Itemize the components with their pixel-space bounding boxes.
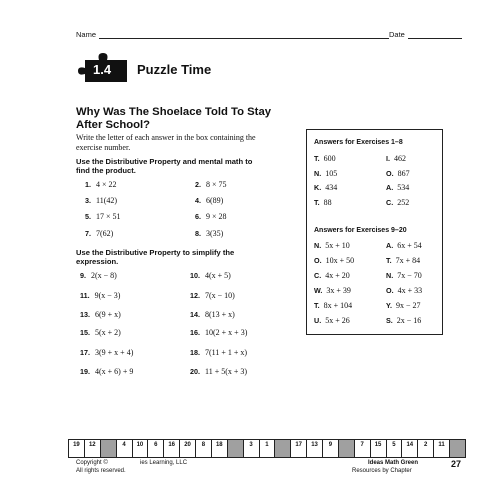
name-label: Name [76,30,97,39]
copyright-right: ies Learning, LLC [140,460,188,466]
exercise-1: 1. 4 × 22 [85,180,117,189]
strip-cell[interactable]: 5 [387,440,403,457]
page-number: 27 [451,459,462,469]
strip-cell[interactable]: 3 [244,440,260,457]
answer-strip [68,439,466,458]
strip-cell[interactable]: 18 [212,440,228,457]
strip-cell[interactable]: 8 [196,440,212,457]
answer-item: U. 5x + 26 [314,316,350,325]
strip-cell[interactable]: 7 [355,440,371,457]
rights-text: All rights reserved. [76,468,126,474]
answer-item: T. 8x + 104 [314,301,353,310]
exercise-11: 11. 9(x − 3) [80,291,121,300]
exercise-12: 12. 7(x − 10) [190,291,235,300]
date-label: Date [389,30,405,39]
answer-item: A. 6x + 54 [386,241,422,250]
answer-item: N. 7x − 70 [386,271,422,280]
exercise-10: 10. 4(x + 5) [190,271,231,280]
exercise-14: 14. 8(13 + x) [190,310,235,319]
strip-cell[interactable]: 12 [85,440,101,457]
answer-item: W. 3x + 39 [314,286,351,295]
resources-text: Resources by Chapter [352,468,412,474]
exercise-9: 9. 2(x − 8) [80,271,117,280]
strip-cell[interactable]: 10 [133,440,149,457]
strip-cell-shaded [228,440,244,457]
strip-cell[interactable]: 1 [260,440,276,457]
exercise-20: 20. 11 + 5(x + 3) [190,367,248,376]
name-line[interactable] [99,38,389,39]
strip-cell[interactable]: 6 [148,440,164,457]
exercise-5: 5. 17 × 51 [85,212,121,221]
answer-item: K. 434 [314,183,338,192]
exercise-17: 17. 3(9 + x + 4) [80,348,134,357]
answer-item: A. 534 [386,183,410,192]
riddle-question: Why Was The Shoelace Told To Stay After School? [76,106,272,131]
answers2-title: Answers for Exercises 9–20 [314,227,407,234]
strip-cell[interactable]: 20 [180,440,196,457]
answer-item: Y. 9x − 27 [386,301,421,310]
answer-item: I. 462 [386,154,406,163]
exercise-4: 4. 6(89) [195,196,224,205]
answer-item: S. 2x − 16 [386,316,422,325]
answer-item: O. 10x + 50 [314,256,355,265]
strip-cell[interactable]: 17 [291,440,307,457]
exercise-16: 16. 10(2 + x + 3) [190,328,248,337]
strip-cell[interactable]: 9 [323,440,339,457]
instructions: Write the letter of each answer in the box containing the exercise number. [76,133,256,152]
strip-cell-shaded [101,440,117,457]
date-line[interactable] [408,38,462,39]
exercise-8: 8. 3(35) [195,229,224,238]
strip-cell[interactable]: 16 [164,440,180,457]
page-title: Puzzle Time [137,62,212,77]
strip-cell-shaded [450,440,465,457]
answer-item: T. 88 [314,198,332,207]
exercise-3: 3. 11(42) [85,196,118,205]
section-number: 1.4 [93,62,112,77]
strip-cell[interactable]: 15 [371,440,387,457]
strip-cell[interactable]: 13 [307,440,323,457]
exercise-18: 18. 7(11 + 1 + x) [190,348,248,357]
answer-item: T. 7x + 84 [386,256,421,265]
answer-item: C. 4x + 20 [314,271,350,280]
exercise-13: 13. 6(9 + x) [80,310,121,319]
strip-cell-shaded [339,440,355,457]
strip-cell[interactable]: 4 [117,440,133,457]
book-title: Ideas Math Green [368,460,419,466]
section2-heading: Use the Distributive Property to simplify the expression. [76,248,235,266]
strip-cell[interactable]: 2 [418,440,434,457]
strip-cell-shaded [275,440,291,457]
answer-item: O. 867 [386,169,410,178]
exercise-7: 7. 7(62) [85,229,114,238]
answer-item: O. 4x + 33 [386,286,423,295]
copyright-left: Copyright © [76,460,108,466]
exercise-19: 19. 4(x + 6) + 9 [80,367,134,376]
exercise-15: 15. 5(x + 2) [80,328,121,337]
section1-heading: Use the Distributive Property and mental math to find the product. [76,157,253,175]
exercise-2: 2. 8 × 75 [195,180,227,189]
exercise-6: 6. 9 × 28 [195,212,227,221]
strip-cell[interactable]: 19 [69,440,85,457]
answer-item: N. 5x + 10 [314,241,350,250]
strip-cell[interactable]: 11 [434,440,450,457]
answers1-title: Answers for Exercises 1–8 [314,139,403,146]
answer-item: C. 252 [386,198,410,207]
answer-item: N. 105 [314,169,338,178]
answer-item: T. 600 [314,154,336,163]
strip-cell[interactable]: 14 [402,440,418,457]
